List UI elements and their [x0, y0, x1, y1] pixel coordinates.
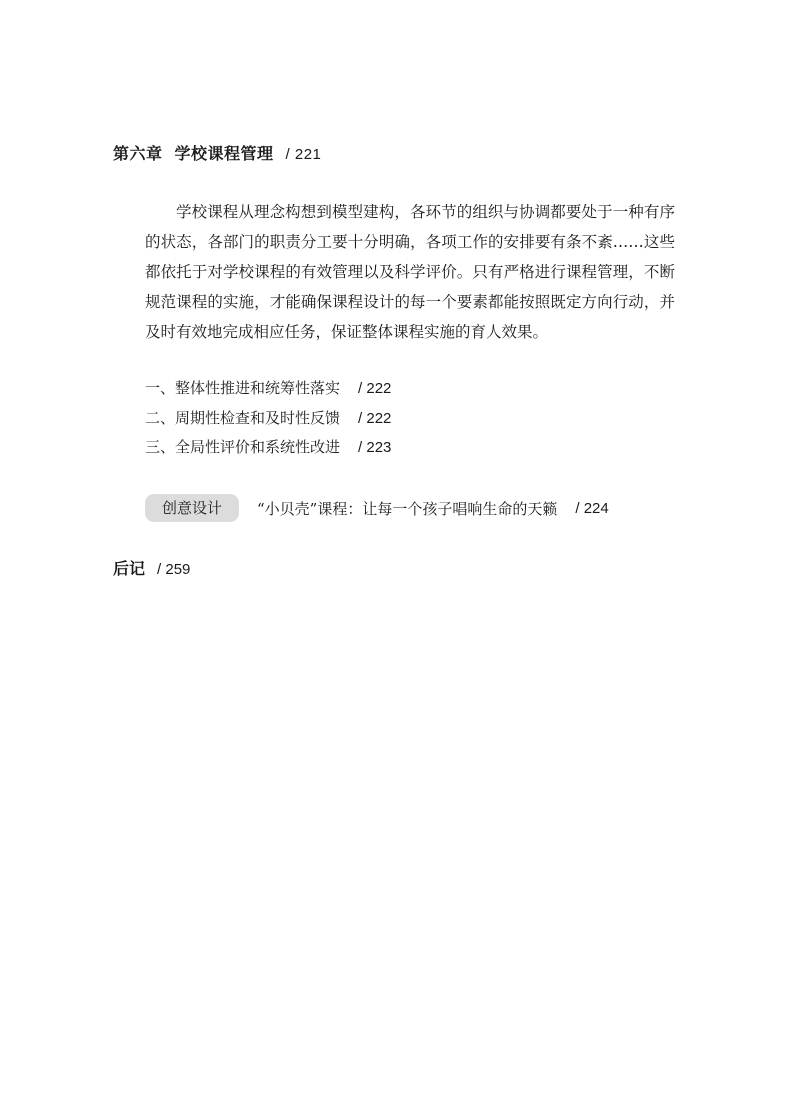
creative-design-title: “小贝壳”课程：让每一个孩子唱响生命的天籁	[257, 499, 558, 518]
section-item	[145, 374, 391, 404]
section-title: 三、全局性评价和系统性改进	[145, 438, 341, 456]
chapter-page-number: / 221	[285, 146, 322, 163]
creative-design-tag: 创意设计	[145, 494, 239, 522]
chapter-title: 学校课程管理	[174, 144, 274, 163]
section-page-number: / 222	[358, 409, 392, 427]
chapter-heading	[113, 141, 321, 164]
section-item	[145, 404, 391, 434]
section-title: 一、整体性推进和统筹性落实	[145, 379, 341, 397]
section-page-number: / 223	[358, 439, 392, 456]
section-item	[145, 433, 391, 463]
afterword-page-number: / 259	[157, 561, 191, 578]
creative-design-entry	[145, 494, 609, 522]
section-title: 二、周期性检查和及时性反馈	[145, 408, 341, 427]
afterword-title: 后记	[113, 559, 146, 578]
chapter-label: 第六章	[113, 144, 163, 163]
section-page-number: / 222	[358, 380, 392, 397]
creative-design-page-number: / 224	[575, 499, 609, 517]
afterword-heading	[113, 556, 190, 579]
section-list	[145, 374, 391, 463]
chapter-intro-paragraph: 学校课程从理念构想到模型建构，各环节的组织与协调都要处于一种有序的状态，各部门的职责分工要十分明确，各项工作的安排要有条不紊……这些都依托于对学校课程的有效管理以及科学评价。只有严格进行课程管理，不断规范课程的实施，才能确保课程设计的每一个要素都能按照既定方向行动，并及时有效地完成相应任务，保证整体课程实施的育人效果。	[145, 203, 675, 341]
